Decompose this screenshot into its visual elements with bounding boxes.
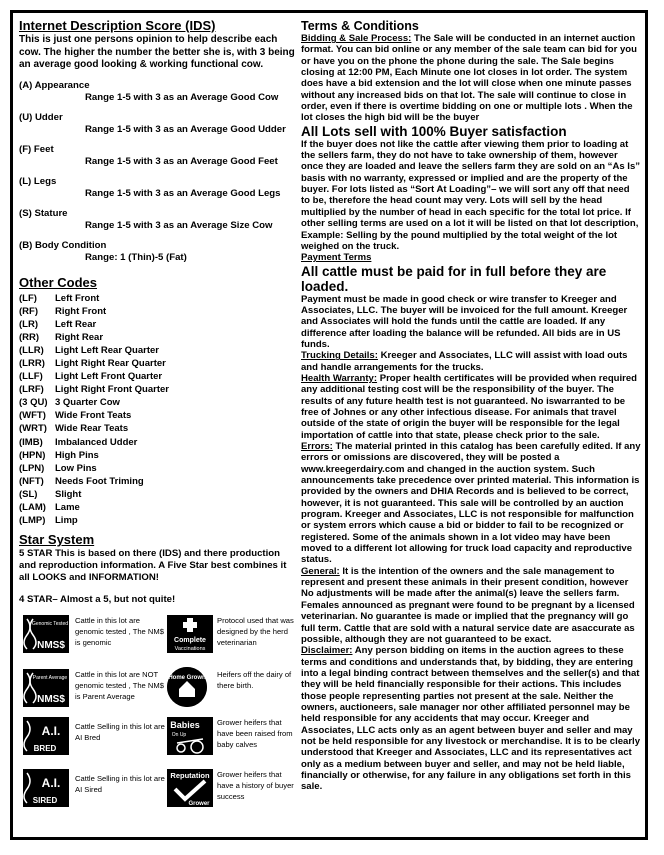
health-label: Health Warranty: [301, 372, 378, 384]
babies-on-up-icon [167, 717, 213, 755]
category-label: (B) Body Condition [19, 239, 107, 251]
ids-intro: This is just one persons opinion to help describe each cow. The higher the number the better she is, with 3 being an average good looking & working functional cow. [19, 34, 295, 70]
code-abbr: (IMB) [19, 436, 43, 448]
code-meaning: 3 Quarter Cow [55, 397, 120, 409]
general-paragraph [301, 566, 641, 645]
svg-text:Reputation: Reputation [170, 771, 210, 781]
badge-description: Cattle Selling in this lot are AI Sired [75, 774, 165, 795]
disclaimer-paragraph [301, 645, 641, 792]
svg-text:A.I.: A.I. [41, 724, 61, 739]
badge-grid [19, 609, 297, 829]
svg-text:Home Grown: Home Grown [168, 675, 206, 682]
trucking-paragraph [301, 350, 641, 373]
complete-vaccinations-icon [167, 615, 213, 653]
code-row [19, 475, 297, 488]
code-abbr: (LR) [19, 318, 38, 330]
category-label: (U) Udder [19, 111, 63, 123]
category-label: (A) Appearance [19, 79, 90, 91]
code-abbr: (WRT) [19, 423, 47, 435]
code-meaning: Low Pins [55, 462, 97, 474]
health-text: Proper health certificates will be provided when required any additional testing cost will be the responsibility of the buyer. The results of any future health test is not guaranteed. No iswarranted to be free of Johnes or any other infectious disease. For animals that travel outside of the state of origin the buyer will be responsible for the legal importation of cattle into that state, please check prior to the sale. [301, 372, 637, 441]
ids-category [19, 208, 297, 232]
ids-category [19, 240, 297, 264]
errors-text: The material printed in this catalog has been carefully edited. If any errors or omissions are discovered, they will be posted a www.kreegerdairy.com and changed in the auction system. Such announcements take precedence over printed material. This information is provided by the owners and DHIA Records and is believed to be correct, however, it is not guaranteed. This sale will be controlled by an auction program. Kreeger and Associates, LLC is not responsible for malfunction or system errors which cause a bid or bidder to fail to be recognized or registered. Some of the animals shown in a lot video may have been moved to a different lot allowing for truck load capacity and reproductive status. [301, 441, 641, 566]
svg-text:BRED: BRED [33, 744, 57, 754]
category-range: Range 1-5 with 3 as an Average Good Udder [85, 123, 286, 135]
code-abbr: (LLR) [19, 344, 44, 356]
svg-text:Parent Average: Parent Average [32, 675, 68, 682]
svg-text:Grower: Grower [188, 801, 210, 808]
code-abbr: (LPN) [19, 462, 45, 474]
category-range: Range 1-5 with 3 as an Average Good Cow [85, 91, 279, 103]
code-row [19, 449, 297, 462]
code-meaning: Lame [55, 502, 80, 513]
code-meaning: Wide Rear Teats [55, 423, 129, 435]
code-abbr: (LRF) [19, 384, 44, 396]
code-meaning: Imbalanced Udder [55, 436, 138, 448]
code-row [19, 370, 297, 383]
code-abbr: (LF) [19, 292, 37, 304]
code-row [19, 318, 297, 331]
code-abbr: (RR) [19, 331, 40, 343]
satisfaction-text: If the buyer does not like the cattle after viewing them prior to loading at the sellers farm, they do not have to take ownership of them, however once they are loaded and leave the sellers farm they are sold on an “As Is” basis with no warranty, expressed or implied and are the property of the buyer. For lots listed as “Sort At Loading”– we will sort any off that need to be, therefore the head count may very. Lots will sell by the head multiplied by the number of head in each specific for the total lot price. If other selling terms are used on a lot it will be listed on that lot description, [301, 138, 641, 230]
health-paragraph [301, 373, 641, 441]
category-range: Range: 1 (Thin)-5 (Fat) [85, 251, 187, 263]
example-text: Example: Selling by the pound multiplied by the total weight of the lot weighed on the truck. [301, 229, 618, 252]
ids-category [19, 80, 297, 104]
code-row [19, 488, 297, 501]
terms-title: Terms & Conditions [301, 19, 419, 33]
left-column [19, 19, 297, 829]
code-abbr: (LMP) [19, 515, 46, 527]
badge-description: Protocol used that was designed by the herd veterinarian [217, 616, 294, 648]
svg-text:NMS$: NMS$ [37, 640, 65, 652]
bidding-label: Bidding & Sale Process: [301, 33, 412, 44]
code-row [19, 422, 297, 435]
home-grown-icon [167, 667, 207, 707]
payment-heading: All cattle must be paid for in full before they are loaded. [301, 263, 607, 294]
errors-paragraph [301, 441, 641, 566]
code-row [19, 514, 297, 527]
svg-text:SIRED: SIRED [32, 796, 58, 806]
category-label: (L) Legs [19, 175, 57, 187]
svg-text:Genomic Tested: Genomic Tested [31, 621, 69, 628]
code-meaning: Limp [55, 515, 78, 527]
errors-label: Errors: [301, 441, 333, 452]
code-abbr: (LAM) [19, 502, 46, 513]
ids-category [19, 176, 297, 200]
catalog-page [10, 10, 648, 840]
reputation-grower-icon [167, 769, 213, 807]
five-star-text: 5 STAR This is based on there (IDS) and there production and reproduction information. A Five Star best combines it all LOOKS and INFORMATION! [19, 548, 287, 584]
badge-description: Cattle in this lot are NOT genomic tested , The NM$ is Parent Average [75, 670, 164, 702]
general-label: General: [301, 565, 340, 577]
disclaimer-text: Any person bidding on items in the auction agrees to these terms and conditions and understands that, by bidding, they are entering into a legal binding contract between themselves and the seller(s) and that they will be held financially responsible for their actions. This includes those people representing parties not present at the sale. Neither the owners, auctioneers, sale manager nor other affiliated personnel may be held responsible for any accidents that may occur. Kreeger and Associates, LLC acts only as an agent between buyer and seller and may not be held responsible for any livestock or merchandise. It is to be clearly understood that Kreeger and Associates, LLC and its representatives act only as a medium between buyer and seller, and may not be held liable, financially or otherwise, for any failure in any obligations set forth in this sale. [301, 645, 641, 793]
code-meaning: Slight [55, 488, 82, 500]
trucking-label: Trucking Details: [301, 350, 378, 362]
code-row [19, 331, 297, 344]
svg-text:Vaccinations: Vaccinations [174, 646, 206, 653]
svg-text:NMS$: NMS$ [37, 694, 65, 706]
code-row [19, 409, 297, 422]
disclaimer-label: Disclaimer: [301, 645, 353, 657]
payment-text: Payment must be made in good check or wire transfer to Kreeger and Associates, LLC. The buyer will be invoiced for the full amount. Kreeger and Associates will hold the funds until the cattle are loaded. If any difference after loading the balance will be refunded. All bids are in US funds. [301, 293, 628, 350]
four-star-text: 4 STAR– Almost a 5, but not quite! [19, 594, 176, 606]
code-meaning: Light Right Rear Quarter [55, 357, 166, 369]
ids-categories [19, 80, 297, 264]
category-range: Range 1-5 with 3 as an Average Good Legs [85, 187, 281, 199]
category-label: (S) Stature [19, 207, 68, 219]
genomic-nms-badge-icon [23, 615, 69, 653]
code-meaning: Right Rear [55, 331, 104, 343]
code-abbr: (WFT) [19, 410, 46, 422]
code-meaning: Wide Front Teats [55, 410, 132, 422]
bidding-paragraph [301, 33, 641, 124]
code-abbr: (NFT) [19, 475, 44, 487]
code-meaning: Light Left Front Quarter [55, 371, 163, 383]
badge-description: Heifers off the dairy of there birth. [217, 670, 292, 691]
trucking-text: Kreeger and Associates, LLC will assist with load outs and handle arrangements for the trucks. [301, 350, 628, 373]
code-abbr: (LLF) [19, 371, 43, 383]
star-system-heading: Star System [19, 532, 95, 548]
code-row [19, 344, 297, 357]
code-row [19, 462, 297, 475]
ids-category [19, 112, 297, 136]
ids-category [19, 144, 297, 168]
ai-bred-icon [23, 717, 69, 755]
code-abbr: (LRR) [19, 357, 45, 369]
code-abbr: (RF) [19, 305, 38, 317]
code-abbr: (3 QU) [19, 397, 48, 409]
payment-label: Payment Terms [301, 252, 372, 264]
right-column [301, 19, 641, 793]
code-row [19, 357, 297, 370]
code-meaning: Left Front [55, 292, 100, 304]
code-meaning: High Pins [55, 449, 99, 461]
code-row [19, 396, 297, 409]
category-range: Range 1-5 with 3 as an Average Size Cow [85, 219, 273, 231]
badge-description: Grower heifers that have been raised from baby calves [217, 718, 293, 750]
svg-text:A.I.: A.I. [41, 776, 61, 791]
code-meaning: Left Rear [55, 318, 97, 330]
code-row [19, 501, 297, 514]
all-lots-heading: All Lots sell with 100% Buyer satisfaction [301, 123, 567, 139]
parent-average-nms-badge-icon [23, 669, 69, 707]
bidding-text: The Sale will be conducted in an internet auction format. You can bid online or any member of the sale team can bid for you or have you on the phone the phone during the sale. The Sale begins closing at 12:00 PM, Each Minute one lot closes in lot order. The system does have a bid extension and the lot will close when one minute passes without any increased bids on that lot. The sale will continue to close in order, even if there is overtime bidding on one or multiple lots . When the lot closes the high bid will be the buyer [301, 33, 637, 124]
svg-text:Complete: Complete [174, 637, 206, 645]
code-meaning: Light Right Front Quarter [55, 384, 169, 396]
code-row [19, 305, 297, 318]
codes-list [19, 292, 297, 528]
badge-description: Cattle in this lot are genomic tested , The NM$ is genomic [75, 616, 164, 648]
code-abbr: (HPN) [19, 449, 46, 461]
badge-description: Cattle Selling in this lot are AI Bred [75, 722, 165, 743]
payment-paragraph [301, 252, 641, 263]
ai-sired-icon [23, 769, 69, 807]
badge-description: Grower heifers that have a history of buyer success [217, 770, 294, 802]
code-meaning: Light Left Rear Quarter [55, 344, 159, 356]
code-row [19, 436, 297, 449]
category-label: (F) Feet [19, 143, 54, 155]
ids-heading: Internet Description Score (IDS) [19, 18, 216, 33]
category-range: Range 1-5 with 3 as an Average Good Feet [85, 155, 278, 167]
general-text: It is the intention of the owners and the sale management to represent and present these animals in their present condition, however No adjustments will be made after the animal(s) leave the sellers farm. Females announced as pregnant were found to be pregnant by a licensed veterinarian. No guarantee is made or implied that the pregnancy will go full term. Cattle that are sold with a natural service date are asaccurate as possible, although they are not guaranteed to be exact. [301, 565, 635, 645]
code-meaning: Needs Foot Triming [55, 475, 144, 487]
svg-text:Babies: Babies [170, 720, 200, 731]
code-meaning: Right Front [55, 305, 107, 317]
code-abbr: (SL) [19, 488, 38, 500]
code-row [19, 383, 297, 396]
other-codes-heading: Other Codes [19, 274, 98, 290]
code-row [19, 292, 297, 305]
svg-text:On Up: On Up [171, 732, 187, 739]
